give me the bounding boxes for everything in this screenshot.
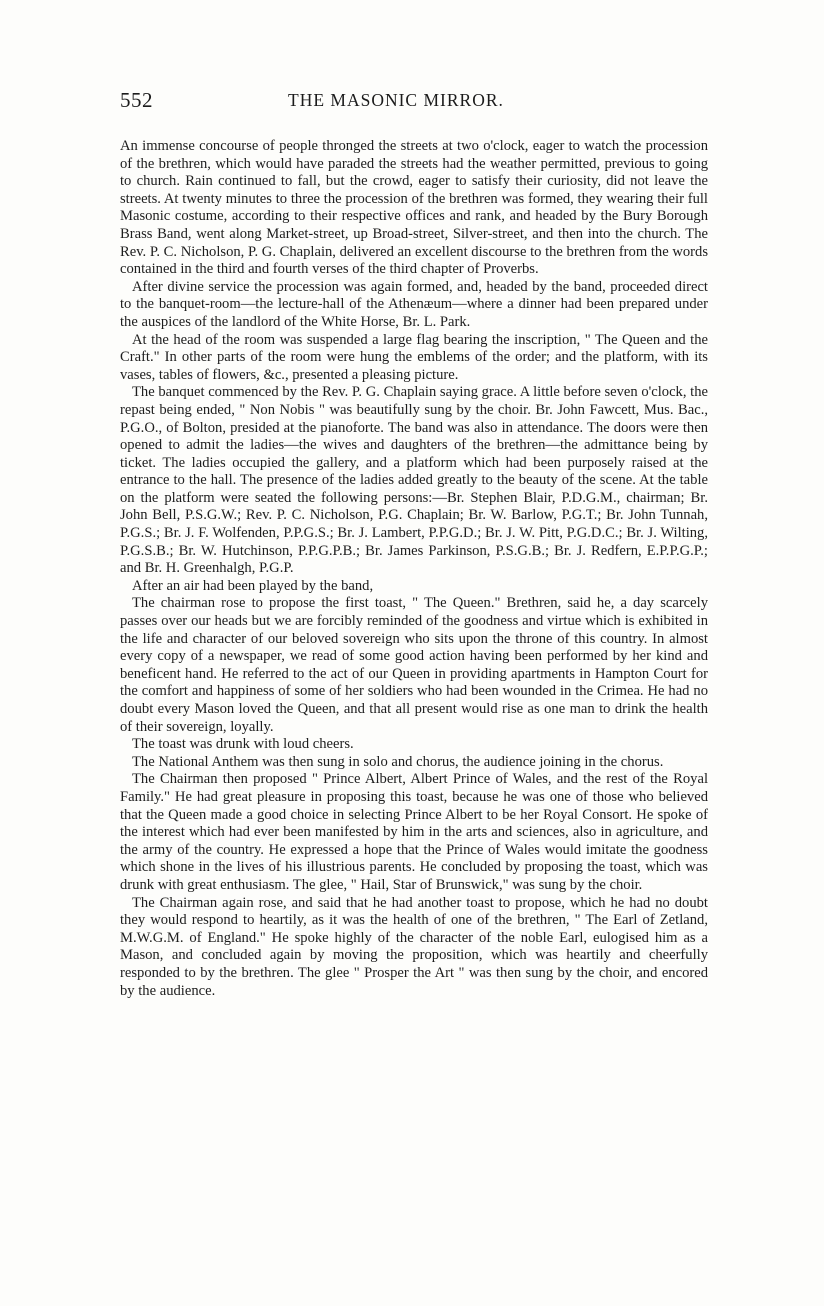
paragraph-cheers: The toast was drunk with loud cheers. xyxy=(132,736,354,753)
paragraph-divine-service: After divine service the procession was again formed, and, headed by the band, proceeded direct to the banquet-room—the lecture-hall of the Athenæum—where a dinner had been prepared under the auspices of the landlord of the White Horse, Br. L. Park. xyxy=(120,278,708,330)
paragraph-banquet: The banquet commenced by the Rev. P. G. Chaplain saying grace. A little before seven o'clock, the repast being ended, " Non Nobis " was beautifully sung by the choir. Br. John Fawcett, Mus. Bac., P.G.O., of Bolton, presided at the pianoforte. The band was also in attendance. The doors were then opened to admit the ladies—the wives and daughters of the brethren—the admittance being by ticket. The ladies occupied the gallery, and a platform which had been purposely raised at the entrance to the hall. The presence of the ladies added greatly to the beauty of the scene. At the table on the platform were seated the following persons:—Br. Stephen Blair, P.D.G.M., chairman; Br. John Bell, P.S.G.W.; Rev. P. C. Nicholson, P.G. Chaplain; Br. W. Barlow, P.G.T.; Br. John Tunnah, P.G.S.; Br. J. F. Wolfenden, P.P.G.S.; Br. J. Lambert, P.P.G.D.; Br. J. W. Pitt, P.G.D.C.; Br. J. Wilting, P.G.S.B.; Br. W. Hutchinson, P.P.G.P.B.; Br. James Parkinson, P.S.G.B.; Br. J. Redfern, E.P.P.G.P.; and Br. H. Greenhalgh, P.G.P. xyxy=(120,384,708,577)
paragraph-procession: An immense concourse of people thronged the streets at two o'clock, eager to watch the procession of the brethren, which would have paraded the streets had the weather permitted, previous to going to church. Rain continued to fall, but the crowd, eager to satisfy their curiosity, did not leave the streets. At twenty minutes to three the procession of the brethren was formed, they wearing their full Masonic costume, according to their respective offices and rank, and headed by the Bury Borough Brass Band, went along Market-street, up Broad-street, Silver-street, and then into the church. The Rev. P. C. Nicholson, P. G. Chaplain, delivered an excellent discourse to the brethren from the words contained in the third and fourth verses of the third chapter of Proverbs. xyxy=(120,138,708,278)
paragraph-earl-of-zetland-toast: The Chairman again rose, and said that he had another toast to propose, which he had no doubt they would respond to heartily, as it was the health of one of the brethren, " The Earl of Zetland, M.W.G.M. of England." He spoke highly of the character of the noble Earl, eulogised him as a Mason, and concluded again by moving the proposition, which was heartily and cheerfully responded to by the brethren. The glee " Prosper the Art " was then sung by the choir, and encored by the audience. xyxy=(120,894,708,999)
paragraph-flag-inscription: At the head of the room was suspended a large flag bearing the inscription, " The Queen and the Craft." In other parts of the room were hung the emblems of the order; and the platform, with its vases, tables of flowers, &c., presented a pleasing picture. xyxy=(120,331,708,383)
paragraph-queen-toast: The chairman rose to propose the first toast, " The Queen." Brethren, said he, a day scarcely passes over our heads but we are forcibly reminded of the goodness and virtue which is exhibited in the life and character of our beloved sovereign who sits upon the throne of this country. In almost every copy of a newspaper, we read of some good action having been performed by her kind and beneficent hand. He referred to the act of our Queen in providing apartments in Hampton Court for the comfort and happiness of some of her soldiers who had been wounded in the Crimea. He had no doubt every Mason loved the Queen, and that all present would rise as one man to drink the health of their sovereign, loyally. xyxy=(120,595,708,735)
paragraph-national-anthem: The National Anthem was then sung in solo and chorus, the audience joining in the chorus. xyxy=(132,753,664,770)
page-number: 552 xyxy=(120,88,153,112)
paragraph-royal-family-toast: The Chairman then proposed " Prince Albert, Albert Prince of Wales, and the rest of the Royal Family." He had great pleasure in proposing this toast, because he was one of those who believed that the Queen made a good choice in selecting Prince Albert to be her Royal Consort. He spoke of the interest which had ever been manifested by him in the arts and sciences, also in agriculture, and the army of the country. He expressed a hope that the Prince of Wales would imitate the goodness which shone in the lives of his illustrious parents. He concluded by proposing the toast, which was drunk with great enthusiasm. The glee, " Hail, Star of Brunswick," was sung by the choir. xyxy=(120,771,708,893)
paragraph-air-played: After an air had been played by the band, xyxy=(132,577,374,594)
article-body xyxy=(120,138,708,1000)
running-title: THE MASONIC MIRROR. xyxy=(288,90,504,110)
page-header xyxy=(120,88,708,116)
